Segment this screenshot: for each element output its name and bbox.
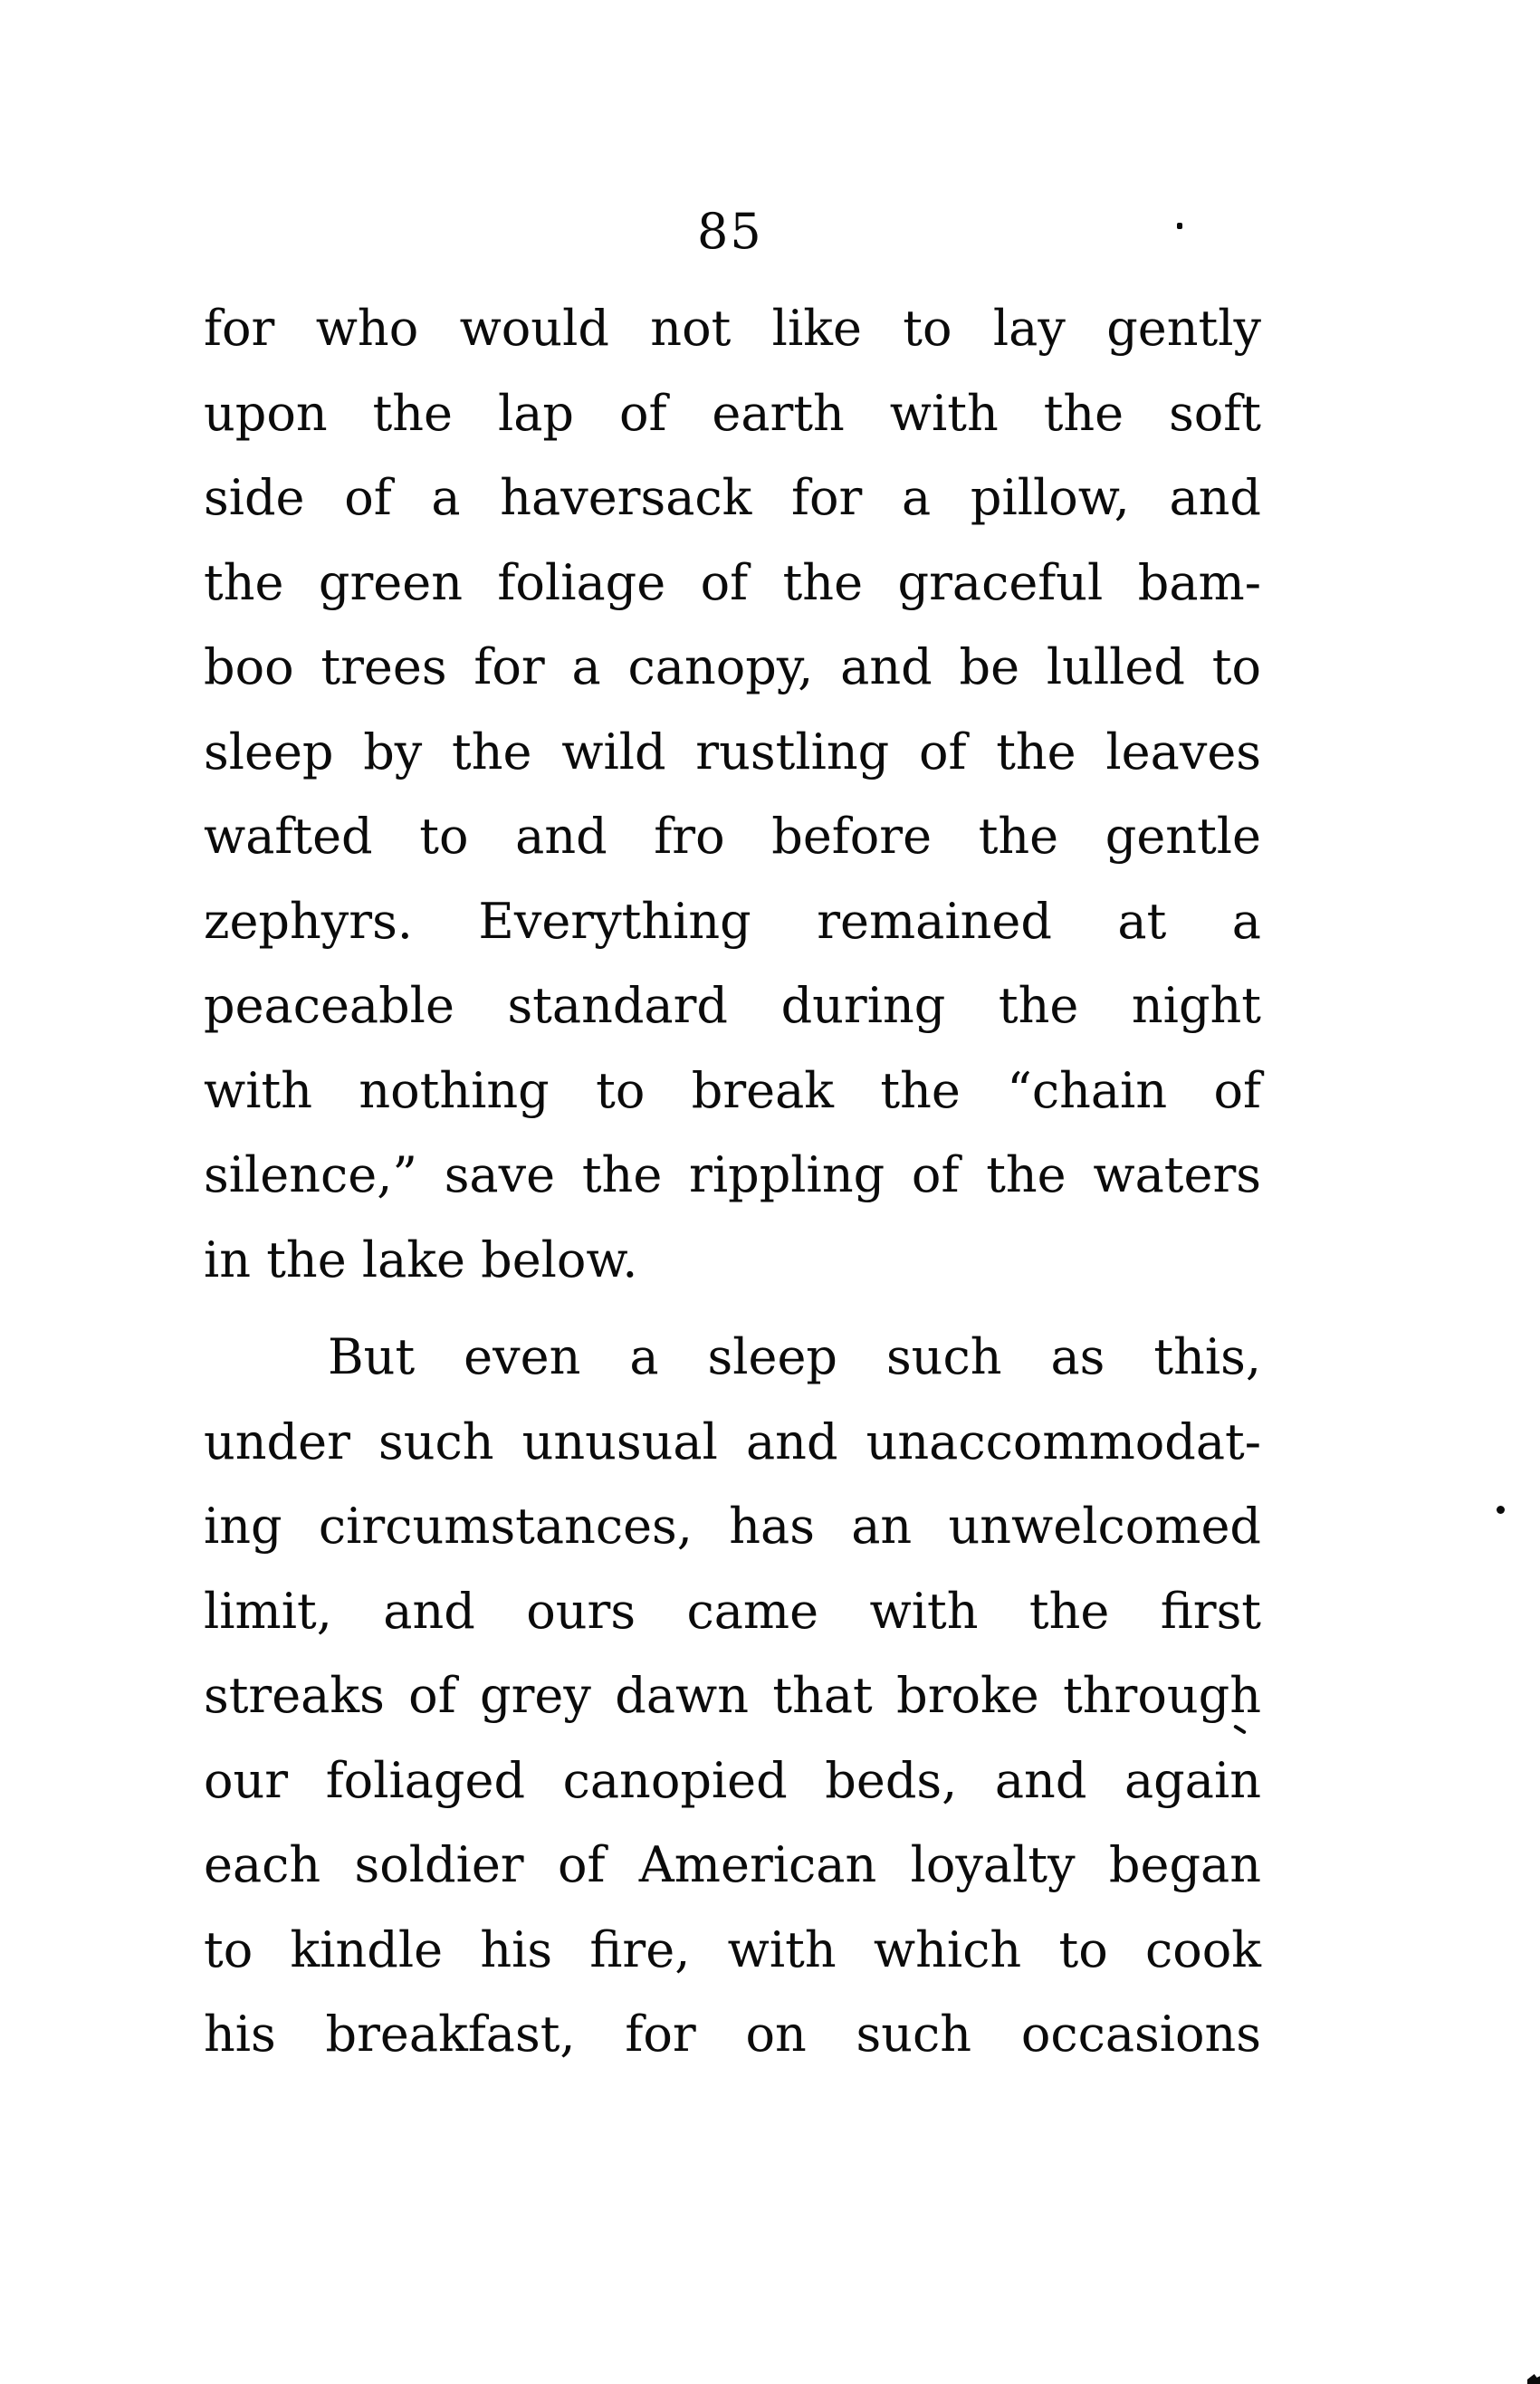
text-line: But even a sleep such as this, [328,1328,1261,1385]
text-line: his breakfast, for on such occasions [204,2006,1261,2063]
text-line: sleep by the wild rustling of the leaves [204,723,1261,780]
scan-corner-mark [1527,2374,1540,2384]
text-line: boo trees for a canopy, and be lulled to [204,638,1261,695]
text-line: limit, and ours came with the first [204,1582,1261,1640]
text-line: streaks of grey dawn that broke through [204,1667,1261,1724]
ink-speck [1177,223,1182,229]
text-line: side of a haversack for a pillow, and [204,469,1261,526]
text-line: to kindle his fire, with which to cook [204,1920,1261,1978]
text-line: in the lake below. [204,1230,638,1288]
ink-dot [1497,1506,1505,1514]
text-line: under such unusual and unaccommodat- [204,1412,1261,1470]
text-line: for who would not like to lay gently [204,300,1261,357]
text-line: upon the lap of earth with the soft [204,384,1261,442]
text-line: our foliaged canopied beds, and again [204,1751,1261,1809]
page-number: 85 [697,203,763,260]
text-line: ing circumstances, has an unwelcomed [204,1498,1261,1555]
text-line: with nothing to break the “chain of [204,1061,1261,1119]
paragraph-2 [204,1315,1261,2077]
text-block [204,286,1261,2077]
text-line: the green foliage of the graceful bam- [204,553,1261,611]
text-line: peaceable standard during the night [204,977,1261,1034]
paragraph-1 [204,286,1261,1302]
text-line: zephyrs. Everything remained at a [204,892,1261,950]
text-line: wafted to and fro before the gentle [204,808,1261,865]
text-line: each soldier of American loyalty began [204,1836,1261,1893]
text-line: silence,” save the rippling of the waters [204,1146,1261,1203]
